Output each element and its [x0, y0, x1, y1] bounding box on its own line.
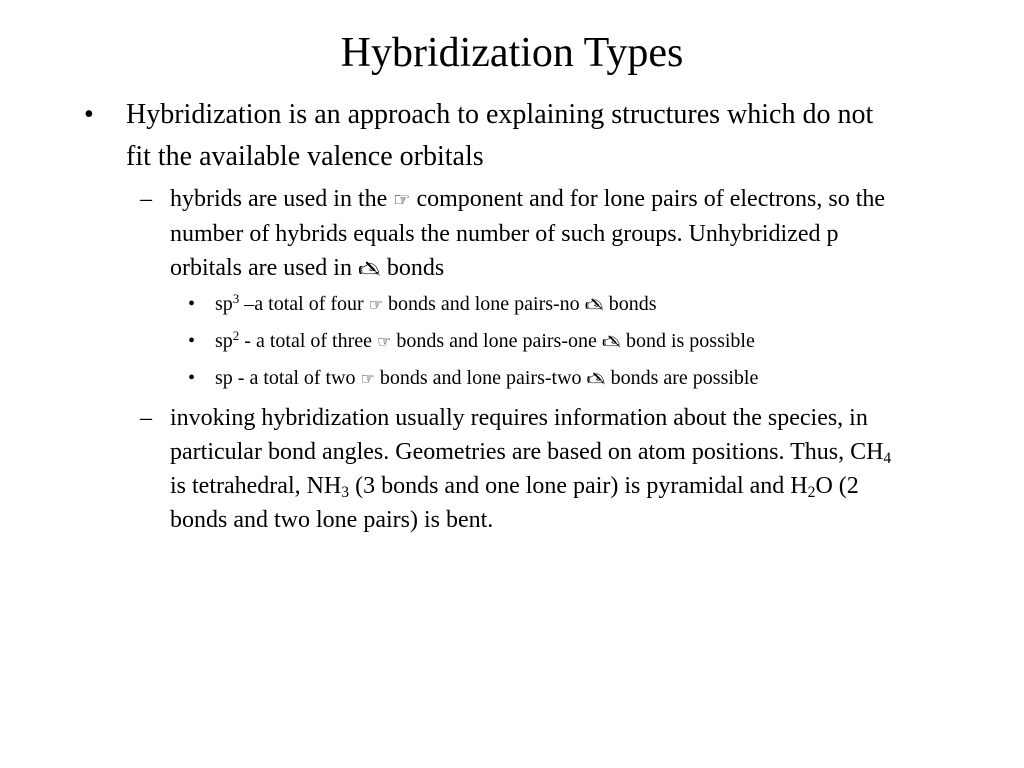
list-item-text — [215, 364, 758, 393]
sigma-symbol-icon: ☞ — [393, 188, 411, 211]
text-run: sp — [215, 367, 233, 389]
pi-symbol-icon: 🖎 — [357, 257, 381, 280]
text-run: sp — [215, 293, 233, 315]
subpoint-text — [170, 401, 900, 537]
text-run: O (2 bonds and two lone pairs) is bent. — [170, 473, 859, 533]
subscript: 4 — [883, 449, 892, 467]
dash-marker: – — [140, 405, 152, 431]
sigma-symbol-icon: ☞ — [360, 369, 375, 388]
text-run: bonds and lone pairs-no — [383, 293, 585, 315]
slide-title: Hybridization Types — [340, 30, 684, 76]
text-run: component and for lone pairs of electrons, so the number of hybrids equals the number of such groups. Unhybridized p orbitals are used in — [170, 186, 886, 281]
text-run: bonds — [603, 293, 657, 315]
text-run: bonds and lone pairs-one — [391, 330, 602, 352]
text-run: bonds — [380, 255, 445, 281]
bullet-marker: • — [84, 99, 94, 130]
pi-symbol-icon: 🖎 — [586, 369, 606, 388]
text-run: - a total of three — [239, 330, 378, 352]
bullet-marker: • — [188, 293, 196, 315]
text-run: sp — [215, 330, 233, 352]
text-run: (3 bonds and one lone pair) is pyramidal and H — [349, 473, 808, 499]
text-run: is tetrahedral, NH — [170, 473, 342, 499]
subpoint-text — [170, 182, 900, 286]
text-run: –a total of four — [239, 293, 369, 315]
text-run: bond is possible — [620, 330, 755, 352]
sigma-symbol-icon: ☞ — [368, 295, 384, 314]
subscript: 2 — [807, 483, 816, 501]
list-item-text — [215, 327, 755, 356]
superscript: 3 — [232, 290, 240, 306]
text-run: - a total of two — [232, 367, 361, 389]
subscript: 3 — [341, 483, 350, 501]
pi-symbol-icon: 🖎 — [584, 295, 604, 314]
superscript: 2 — [232, 327, 240, 343]
bullet-marker: • — [188, 330, 196, 352]
text-run: invoking hybridization usually requires information about the species, in particular bond angles. Geometries are based on atom positions. Thus, CH — [170, 405, 884, 465]
pi-symbol-icon: 🖎 — [601, 332, 621, 351]
bullet-text: Hybridization is an approach to explaining structures which do not fit the available valence orbitals — [126, 99, 874, 172]
sigma-symbol-icon: ☞ — [377, 332, 392, 351]
dash-marker: – — [140, 186, 152, 212]
text-run: hybrids are used in the — [170, 186, 394, 212]
list-item-text — [215, 290, 657, 319]
bullet-marker: • — [188, 367, 196, 389]
text-run: bonds and lone pairs-two — [374, 367, 587, 389]
text-run: bonds are possible — [605, 367, 759, 389]
